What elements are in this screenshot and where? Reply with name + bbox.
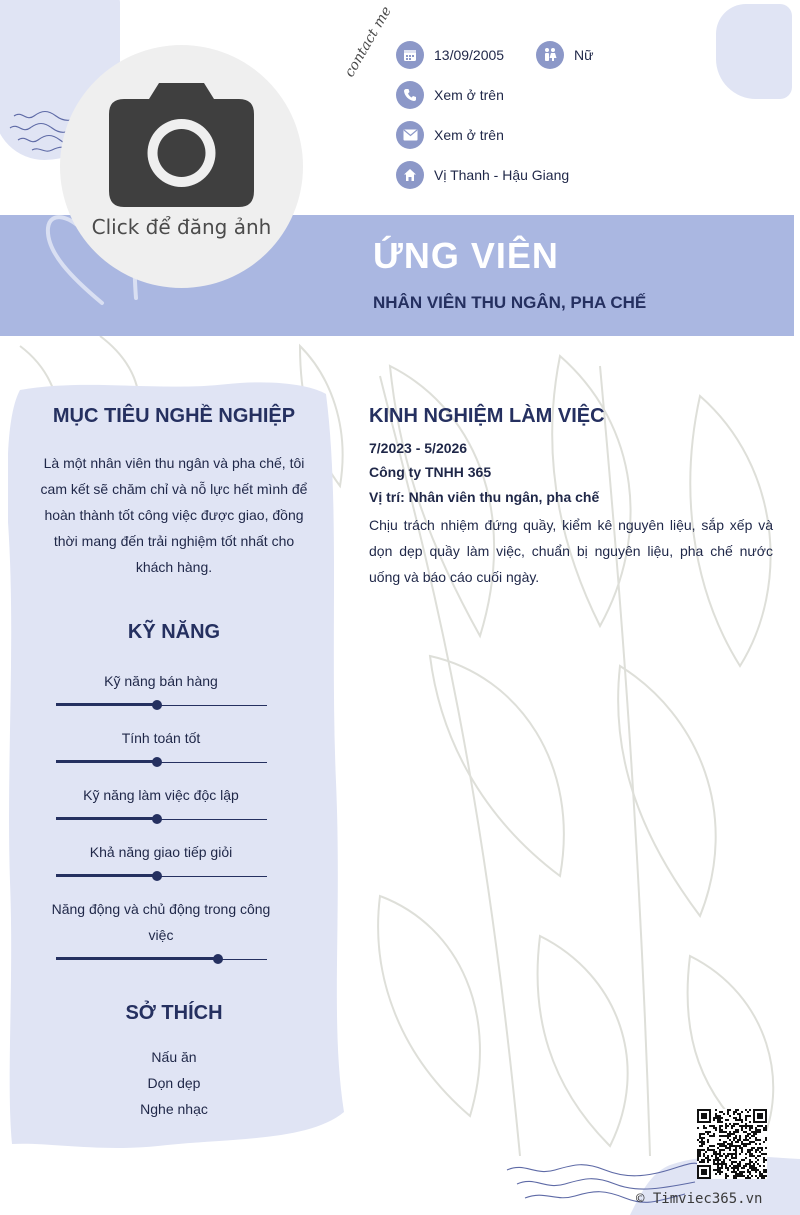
info-address — [396, 161, 569, 189]
experience-role: Vị trí: Nhân viên thu ngân, pha chế — [369, 489, 600, 505]
skill-name: Tính toán tốt — [121, 730, 201, 746]
skill-level-knob — [213, 954, 223, 964]
experience-description: Chịu trách nhiệm đứng quầy, kiểm kê nguyên liệu, sắp xếp và dọn dẹp quầy làm việc, chuẩn bị nguyên liệu, pha chế nước uống và báo cáo cuối ngày. — [369, 517, 773, 585]
address-value: Vị Thanh - Hậu Giang — [434, 167, 570, 183]
skill-item — [46, 725, 276, 767]
email-value: Xem ở trên — [434, 127, 504, 143]
skill-level-knob — [152, 814, 162, 824]
hobby-item: Nghe nhạc — [140, 1101, 208, 1117]
hobby-item: Nấu ăn — [151, 1049, 197, 1065]
decor-blob-top-right — [716, 4, 792, 99]
experience-title: KINH NGHIỆM LÀM VIỆC — [369, 405, 605, 427]
skill-item — [46, 896, 276, 964]
experience-company: Công ty TNHH 365 — [369, 464, 492, 480]
hobbies-title: SỞ THÍCH — [125, 1002, 223, 1024]
copyright-text: © Timviec365.vn — [636, 1191, 763, 1207]
skill-level-knob — [152, 700, 162, 710]
objective-text: Là một nhân viên thu ngân và pha chế, tôi cam kết sẽ chăm chỉ và nỗ lực hết mình để hoàn thành tốt công việc được giao, đồng thời mang đến trải nghiệm tốt nhất cho khách hàng. — [40, 455, 308, 575]
contact-me-text: contact me — [342, 4, 395, 81]
info-email — [396, 121, 504, 149]
skill-level-knob — [152, 871, 162, 881]
skill-name: Kỹ năng bán hàng — [104, 673, 218, 689]
info-phone — [396, 81, 504, 109]
skill-level-bar — [56, 757, 267, 767]
phone-icon — [396, 81, 424, 109]
candidate-position: NHÂN VIÊN THU NGÂN, PHA CHẾ — [373, 293, 647, 312]
qr-code — [697, 1109, 767, 1179]
gender-icon — [536, 41, 564, 69]
birthday-value: 13/09/2005 — [434, 47, 505, 63]
phone-value: Xem ở trên — [434, 87, 504, 103]
skill-item — [46, 782, 276, 824]
avatar-upload[interactable] — [60, 45, 303, 288]
skill-level-bar — [56, 954, 267, 964]
home-icon — [396, 161, 424, 189]
skill-item — [46, 668, 276, 710]
skill-name: Kỹ năng làm việc độc lập — [83, 787, 239, 803]
skill-level-bar — [56, 871, 267, 881]
skill-level-knob — [152, 757, 162, 767]
skills-title: KỸ NĂNG — [127, 621, 221, 643]
experience-period: 7/2023 - 5/2026 — [369, 440, 468, 456]
envelope-icon — [396, 121, 424, 149]
skill-level-bar — [56, 700, 267, 710]
camera-icon — [109, 81, 254, 207]
candidate-name: ỨNG VIÊN — [373, 235, 559, 276]
skill-name: Khả năng giao tiếp giỏi — [89, 844, 233, 860]
calendar-icon — [396, 41, 424, 69]
skill-name: Năng động và chủ động trong công việc — [51, 901, 271, 943]
hobby-item: Dọn dẹp — [147, 1075, 201, 1091]
hobbies-list — [64, 1044, 284, 1122]
info-birthday — [396, 41, 504, 69]
avatar-upload-label: Click để đăng ảnh — [91, 215, 272, 239]
skill-level-bar — [56, 814, 267, 824]
skill-item — [46, 839, 276, 881]
objective-title: MỤC TIÊU NGHỀ NGHIỆP — [52, 405, 296, 427]
info-gender — [536, 41, 593, 69]
gender-value: Nữ — [574, 47, 594, 63]
